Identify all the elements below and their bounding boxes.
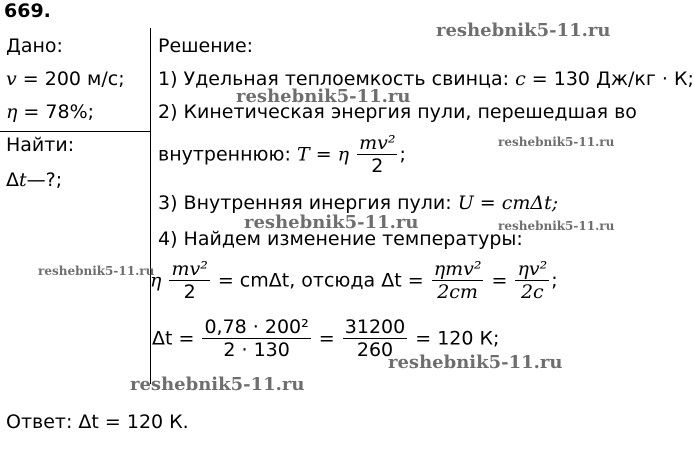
- given-efficiency: η = 78%;: [6, 101, 95, 123]
- watermark: reshebnik5-11.ru: [436, 20, 611, 41]
- derivation-fraction-2: $\frac{\text{ηmv²}}{2cm}$: [433, 258, 482, 303]
- given-header: Дано:: [6, 35, 63, 57]
- watermark: reshebnik5-11.ru: [38, 264, 155, 278]
- solution-step-3: 3) Внутренняя инергия пули: U = cmΔt;: [158, 192, 559, 214]
- given-velocity: v = 200 м/с;: [6, 68, 125, 90]
- solution-header: Решение:: [158, 35, 254, 57]
- watermark: reshebnik5-11.ru: [236, 86, 411, 107]
- watermark: reshebnik5-11.ru: [498, 135, 615, 149]
- solution-step-2-line-1: 2) Кинетическая энергия пули, перешедшая во: [158, 101, 637, 123]
- divider-given-find: [0, 131, 150, 132]
- answer: Ответ: Δt = 120 К.: [6, 411, 189, 433]
- derivation-formula: η $\frac{\text{mv²}}{2}$ = cmΔt, отсюда Δt = $\frac{\text{ηmv²}}{2cm}$ = $\frac{\text{ηv²}}{2c}$ ;: [150, 258, 558, 303]
- solution-step-2-formula: внутреннюю: T = η $\frac{\text{mv²}}{2}$ ;: [158, 132, 406, 177]
- problem-number: 669.: [4, 0, 51, 22]
- derivation-fraction-3: $\frac{\text{ηv²}}{2c}$: [517, 258, 548, 303]
- calculation-fraction-1: $\frac{\text{0,78 · 200²}}{2 \cdot 130}$: [204, 316, 309, 361]
- derivation-fraction-1: $\frac{\text{mv²}}{2}$: [171, 258, 208, 303]
- watermark: reshebnik5-11.ru: [498, 219, 615, 233]
- watermark: reshebnik5-11.ru: [130, 374, 305, 395]
- calculation-fraction-2: $\frac{31200}{260}$: [344, 316, 406, 361]
- divider-vertical: [150, 28, 151, 384]
- calculation-formula: Δt = $\frac{\text{0,78 · 200²}}{2 \cdot 130}$ = $\frac{31200}{260}$ = 120 К;: [152, 316, 500, 361]
- solution-step-1: 1) Удельная теплоемкость свинца: c = 130 Дж/кг · К;: [158, 68, 694, 90]
- kinetic-energy-fraction: $\frac{\text{mv²}}{2}$: [359, 132, 396, 177]
- find-header: Найти:: [6, 134, 75, 156]
- watermark: reshebnik5-11.ru: [388, 352, 563, 373]
- find-quantity: Δt—?;: [6, 169, 63, 191]
- solution-step-4: 4) Найдем изменение температуры:: [158, 228, 523, 250]
- watermark: reshebnik5-11.ru: [244, 212, 419, 233]
